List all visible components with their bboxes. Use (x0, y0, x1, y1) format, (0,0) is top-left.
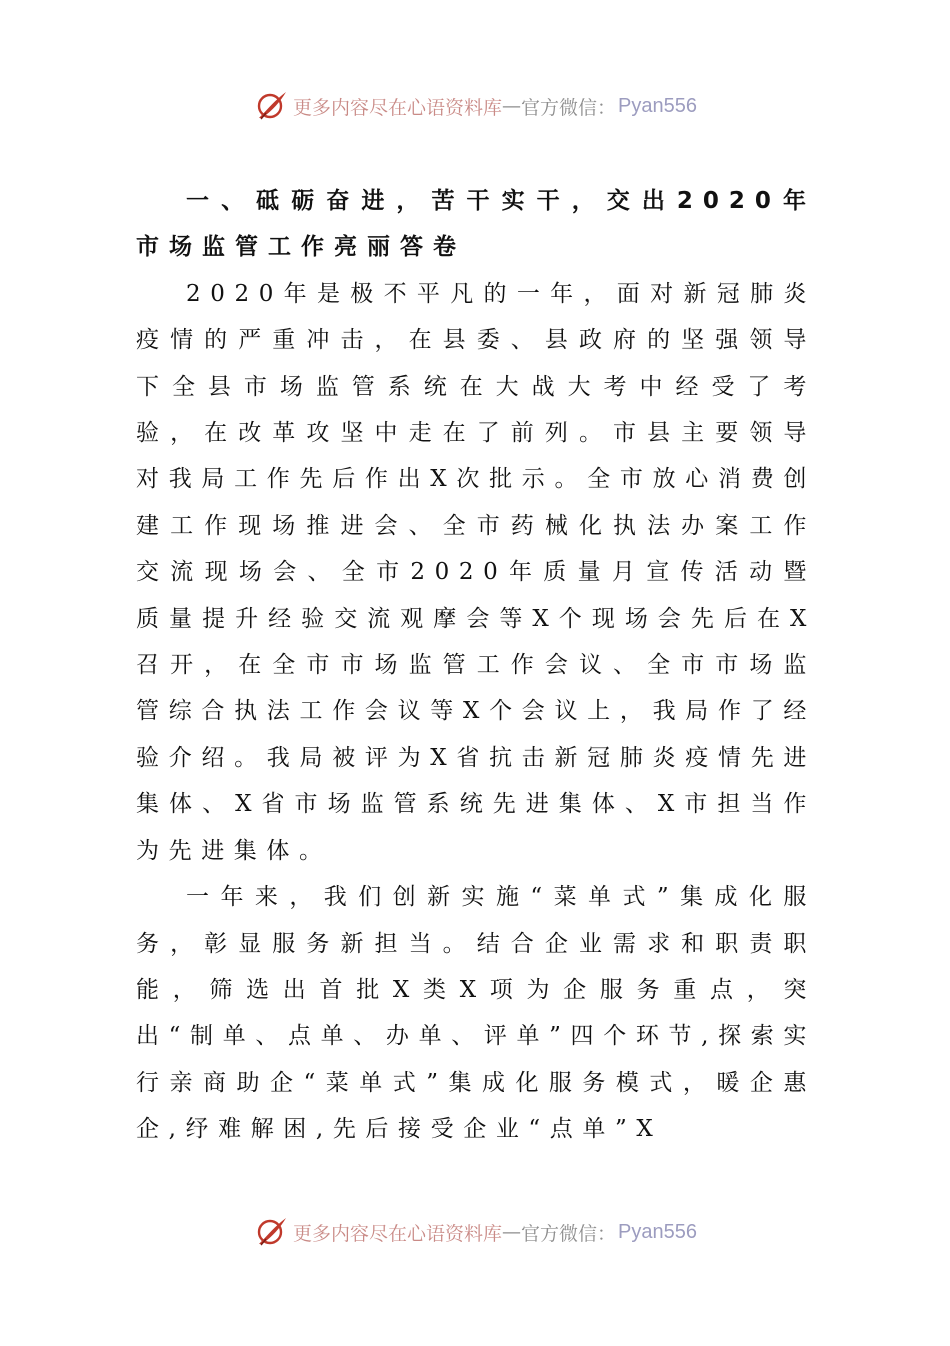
watermark-slogan: 更多内容尽在心语资料库 (293, 96, 503, 119)
watermark-contact-id: Pyan556 (618, 1220, 697, 1243)
watermark-contact-label: 官方微信： (521, 1222, 617, 1245)
paragraph-2: 一年来，我们创新实施“菜单式”集成化服务，彰显服务新担当。结合企业需求和职责职能，筛选出首批X类X项为企服务重点，突出“制单、点单、办单、评单”四个环节,探索实行亲商助企“菜单式”集成化服务模式，暖企惠企,纾难解困,先后接受企业“点单”X (136, 884, 816, 1143)
section-heading: 一、砥砺奋进，苦干实干，交出2020年市场监管工作亮丽答卷 (136, 188, 816, 261)
watermark-banner-bottom (0, 1210, 950, 1254)
document-body (136, 178, 816, 1153)
watermark-separator: — (502, 95, 522, 117)
watermark-slogan: 更多内容尽在心语资料库 (293, 1222, 503, 1245)
paragraph-1: 2020年是极不平凡的一年，面对新冠肺炎疫情的严重冲击，在县委、县政府的坚强领导下全县市场监管系统在大战大考中经受了考验，在改革攻坚中走在了前列。市县主要领导对我局工作先后作出X次批示。全市放心消费创建工作现场推进会、全市药械化执法办案工作交流现场会、全市2020年质量月宣传活动暨质量提升经验交流观摩会等X个现场会先后在X召开，在全市市场监管工作会议、全市市场监管综合执法工作会议等X个会议上，我局作了经验介绍。我局被评为X省抗击新冠肺炎疫情先进集体、X省市场监管系统先进集体、X市担当作为先进集体。 (136, 280, 816, 864)
watermark-contact-label: 官方微信： (521, 96, 617, 119)
quill-pen-logo-icon (253, 88, 289, 124)
watermark-separator: — (502, 1221, 522, 1243)
watermark-banner-top (0, 84, 950, 128)
watermark-contact-id: Pyan556 (618, 94, 697, 117)
quill-pen-logo-icon (253, 1214, 289, 1250)
